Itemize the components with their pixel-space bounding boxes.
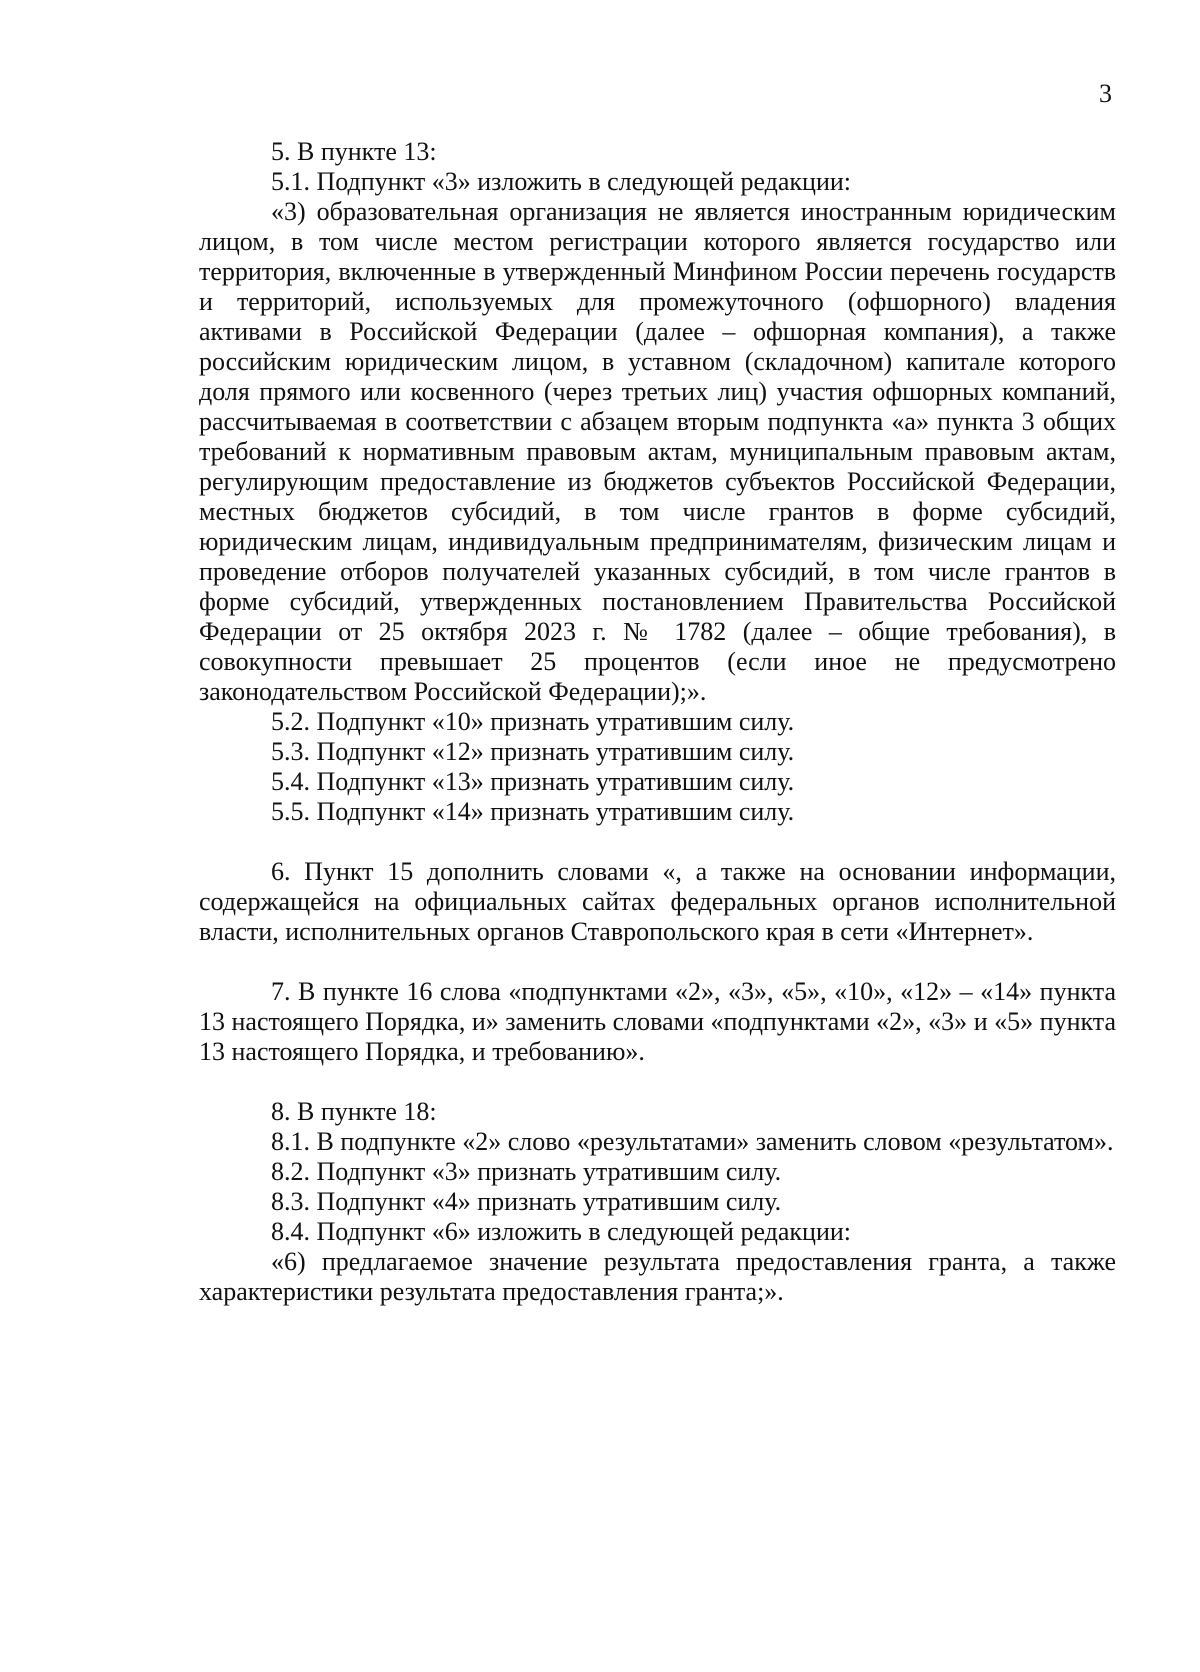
item-8-1-text: 8.1. В подпункте «2» слово «результатами» заменить словом «результатом». xyxy=(271,1127,1114,1156)
item-8-4-text: 8.4. Подпункт «6» изложить в следующей редакции: xyxy=(271,1217,852,1246)
paragraph-spacer xyxy=(199,827,1116,857)
item-8-3-text: 8.3. Подпункт «4» признать утратившим силу. xyxy=(271,1187,782,1216)
item-5-2-text: 5.2. Подпункт «10» признать утратившим силу. xyxy=(271,707,795,736)
document-body xyxy=(199,137,1116,1307)
item-8-4-new-wording: «6) предлагаемое значение результата предоставления гранта, а также характеристики результата предоставления гранта;». xyxy=(199,1247,1116,1306)
item-5-5-text: 5.5. Подпункт «14» признать утратившим силу. xyxy=(271,797,795,826)
item-7-text: 7. В пункте 16 слова «подпунктами «2», «3», «5», «10», «12» – «14» пункта 13 настоящего Порядка, и» заменить словами «подпунктами «2», «3» и «5» пункта 13 настоящего Порядка, и требованию». xyxy=(199,977,1116,1066)
item-5-4-text: 5.4. Подпункт «13» признать утратившим силу. xyxy=(271,767,795,796)
item-5-1-text: 5.1. Подпункт «3» изложить в следующей редакции: xyxy=(271,167,852,196)
item-5-3-text: 5.3. Подпункт «12» признать утратившим силу. xyxy=(271,737,795,766)
item-8-2-text: 8.2. Подпункт «3» признать утратившим силу. xyxy=(271,1157,782,1186)
item-5-1-new-wording: «3) образовательная организация не является иностранным юридическим лицом, в том числе местом регистрации которого является государство или территория, включенные в утвержденный Минфином России перечень государств и территорий, используемых для промежуточного (офшорного) владения активами в Российской Федерации (далее – офшорная компания), а также российским юридическим лицом, в уставном (складочном) капитале которого доля прямого или косвенного (через третьих лиц) участия офшорных компаний, рассчитываемая в соответствии с абзацем вторым подпункта «а» пункта 3 общих требований к нормативным правовым актам, муниципальным правовым актам, регулирующим предоставление из бюджетов субъектов Российской Федерации, местных бюджетов субсидий, в том числе грантов в форме субсидий, юридическим лицам, индивидуальным предпринимателям, физическим лицам и проведение отборов получателей указанных субсидий, в том числе грантов в форме субсидий, утвержденных постановлением Правительства Российской Федерации от 25 октября 2023 г. № 1782 (далее – общие требования), в совокупности превышает 25 процентов (если иное не предусмотрено законодательством Российской Федерации);». xyxy=(199,197,1116,706)
item-5-heading: 5. В пункте 13: xyxy=(271,137,437,166)
page-number: 3 xyxy=(1099,79,1112,108)
paragraph-spacer xyxy=(199,1067,1116,1097)
item-6-text: 6. Пункт 15 дополнить словами «, а также на основании информации, содержащейся на официальных сайтах федеральных органов исполнительной власти, исполнительных органов Ставропольского края в сети «Интернет». xyxy=(199,857,1116,946)
paragraph-spacer xyxy=(199,947,1116,977)
item-8-heading: 8. В пункте 18: xyxy=(271,1097,437,1126)
